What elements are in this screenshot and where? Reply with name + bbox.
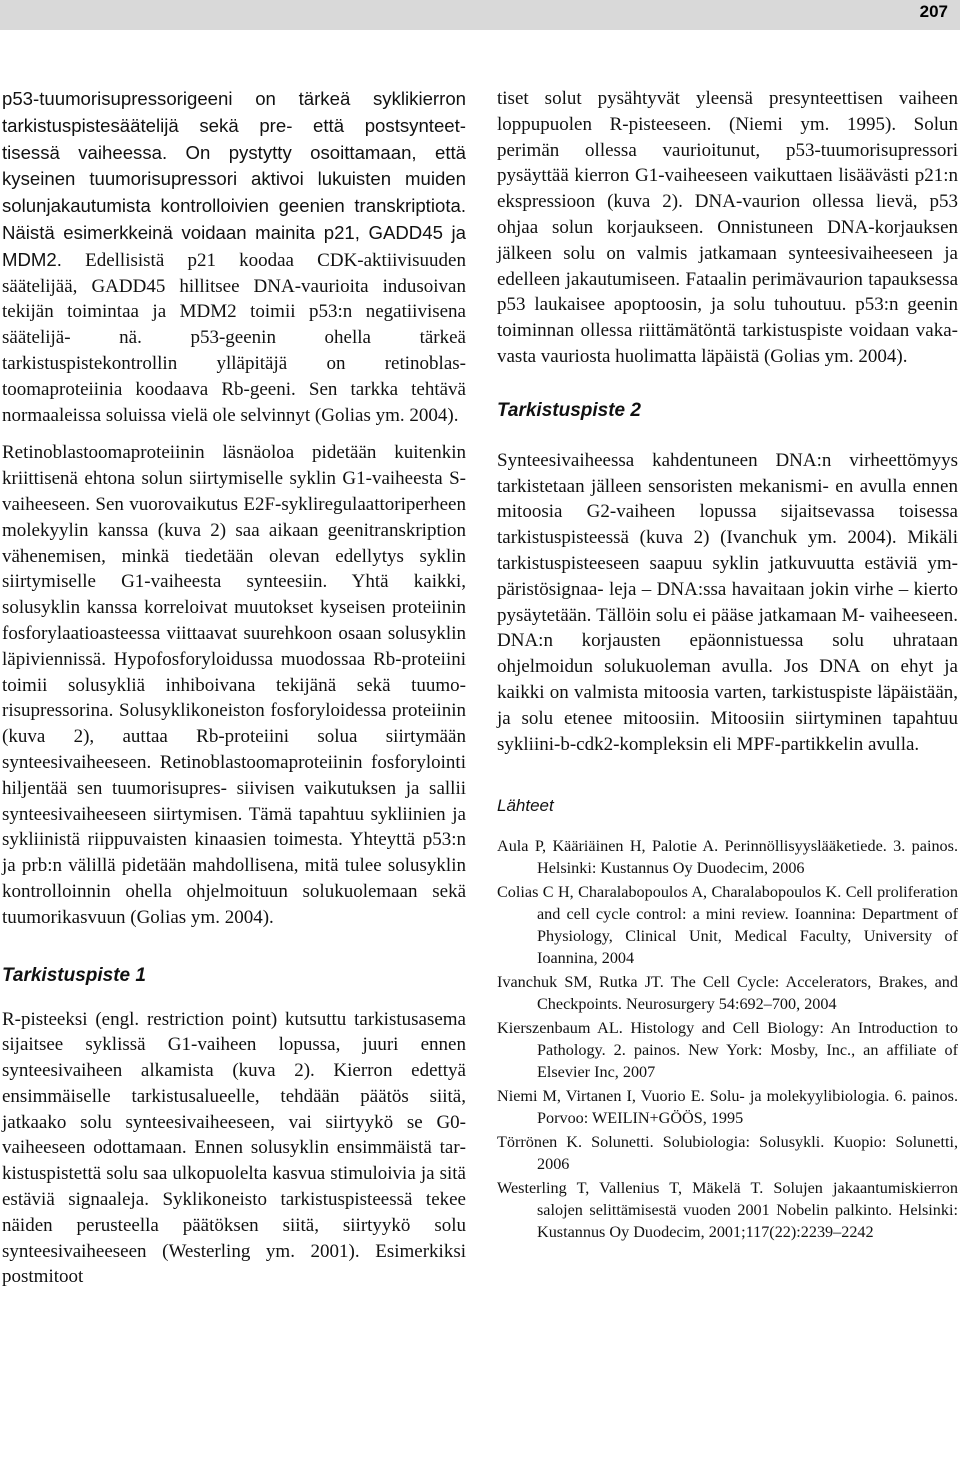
references-heading: Lähteet [497, 796, 554, 816]
paragraph-synthesis: Synteesivaiheessa kahdentuneen DNA:n virheettömyys tarkistetaan jälleen sensoristen mekanismi- en avulla ennen mitoosia G2-vaiheen lopussa sijaitsevassa toisessa tarkistuspisteessä (kuva 2) (Ivanchuk ym. 2004). Mikäli tarkistuspisteeseen saapuu syklin jatkuvuutta estäviä ympäristösignaa- leja – DNA:ssa havaitaan jokin virhe – kierto pysäytetään. Tällöin solu ei pääse jatkamaan M- vaiheeseen. DNA:n korjausten epäonnistuessa solu uhrataan ohjelmoidun solukuoleman avulla. Jos DNA on ehyt ja kaikki on valmista mitoosia varten, tarkistuspiste läpäistään, ja solu etenee mitoosiin. Mitoosiin siirtyminen tapahtuu sykliini-b-cdk2-kompleksin eli MPF-partikkelin avulla. [497, 449, 958, 755]
heading-checkpoint-1: Tarkistuspiste 1 [2, 964, 146, 986]
reference-item: Westerling T, Vallenius T, Mäkelä T. Solujen jakaantumiskierron salojen selittämisestä vuoden 2001 Nobelin palkinto. Helsinki: Kustannus Oy Duodecim, 2001;117(22):2239–2242 [497, 1179, 958, 1242]
paragraph-retinoblastoma: Retinoblastoomaproteiinin läsnäoloa pidetään kuitenkin kriittisenä ehtona solun siirtymiselle syklin G1-vaiheesta S-vaiheeseen. Sen vuorovaikutus E2F-sykliregulaattoriperheen molekyylin kanssa (kuva 2) saa aikaan geenitranskription vähenemisen, minkä tiedetään olevan edellytys syklin siirtymiselle G1-vaiheesta synteesiin. Yhtä kaikki, solusyklin kanssa korreloivat muutokset kyseisen proteiinin fosforylaatioasteessa viittaavat suurehkoon osaan solusyklin läpiviennissä. Hypofosforyloidussa muodossaa Rb-proteiini toimii solusykliä inhiboivana tekijänä sekä tuumo- risupressorina. Solusyklikoneiston fosforyloidessa proteiinin (kuva 2), auttaa Rb-proteiini solua siirtymään synteesivaiheeseen. Retinoblastoomaproteiinin fosforylointi hiljentää sen tuumorisupres- siivisen vaikutuksen ja sallii synteesivaiheeseen siirtymisen. Tämä tapahtuu sykliinien ja sykliinistä riippuvaisten kinaasien toimesta. Yhteyttä p53:n ja prb:n välillä pidetään mahdollisena, mitä tulee solusyklin kontrolloinnin ohella ohjelmoituun solukuolemaan sekä tuumorikasvuun (Golias ym. 2004). [2, 442, 466, 928]
page-header-bar [0, 0, 960, 30]
paragraph-r-point: R-pisteeksi (engl. restriction point) kutsuttu tarkistusasema sijaitsee syklissä G1-vaiheen lopussa, juuri ennen synteesivaiheen alkamista (kuva 2). Kierron edettyä ensimmäiselle tarkistusalueelle, tehdään päätös siitä, jatkaako solu synteesivaiheeseen, vai siirtyykö se G0-vaiheeseen odottamaan. Ennen solusyklin ensimmäistä tarkistuspistettä solu saa ulkopuolelta kasvua stimuloivia ja sitä estäviä signaaleja. Syklikoneisto tarkistuspisteessä tekee näiden perusteella päätöksen siitä, siirtyykö solu synteesivaiheeseen (Westerling ym. 2001). Esimerkiksi postmitoot [2, 1008, 466, 1288]
paragraph-p53-serif: Edellisistä p21 koodaa CDK-aktiivisuuden säätelijää, GADD45 hillitsee DNA-vaurioita indusoivan tekijän toimintaa ja MDM2 toimii p53:n negatiivisena säätelijä- nä. p53-geenin ohella tärkeä tarkistuspistekontrollin ylläpitäjä on retinoblastoomaproteiinia koodaava Rb-geeni. Sen tarkka tehtävä normaaleissa soluissa vielä ole selvinnyt (Golias ym. 2004). [2, 249, 466, 426]
paragraph-p53-sans: p53-tuumorisupressorigeeni on tärkeä syklikierron tarkistuspistesäätelijä sekä pre- että postsynteet- tisessä vaiheessa. On pystytty osoittamaan, että kyseinen tuumorisupressori aktivoi lukuisten muiden solunjakautumista kontrolloivien geenien transkriptiota. Näistä esimerkkeinä voidaan mainita p21, GADD45 ja MDM2. [2, 88, 466, 270]
heading-checkpoint-2: Tarkistuspiste 2 [497, 399, 641, 421]
reference-item: Kierszenbaum AL. Histology and Cell Biology: An Introduction to Pathology. 2. painos. New York: Mosby, Inc., an affiliate of Elsevier Inc, 2007 [497, 1019, 958, 1082]
reference-item: Colias C H, Charalabopoulos A, Charalabopoulos K. Cell proliferation and cell cycle control: a mini review. Ioannina: Department of Physiology, Clinical Unit, Medical Faculty, University of Ioannina, 2004 [497, 883, 958, 968]
right-column [497, 86, 958, 1245]
left-column [2, 86, 466, 1290]
reference-list [497, 835, 958, 1243]
reference-item: Niemi M, Virtanen I, Vuorio E. Solu- ja molekyylibiologia. 6. painos. Porvoo: WEILIN+GÖÖS, 1995 [497, 1087, 958, 1128]
paragraph-p53 [2, 86, 466, 428]
reference-item: Törrönen K. Solunetti. Solubiologia: Solusykli. Kuopio: Solunetti, 2006 [497, 1133, 958, 1174]
reference-item: Aula P, Kääriäinen H, Palotie A. Perinnöllisyyslääketiede. 3. painos. Helsinki: Kustannus Oy Duodecim, 2006 [497, 837, 958, 878]
reference-item: Ivanchuk SM, Rutka JT. The Cell Cycle: Accelerators, Brakes, and Checkpoints. Neurosurgery 54:692–700, 2004 [497, 973, 958, 1014]
paragraph-postmitotic: tiset solut pysähtyvät yleensä presynteettisen vaiheen loppupuolen R-pisteeseen. (Niemi ym. 1995). Solun perimän ollessa vaurioitunut, p53-tuumorisupressori pysäyttää kierron G1-vaiheeseen vaikuttaen lisäävästi p21:n ekspressioon (kuva 2). DNA-vaurion ollessa lievä, p53 ohjaa solun korjaukseen. Onnistuneen DNA-korjauksen jälkeen solu on valmis jatkamaan synteesivaiheeseen ja edelleen jakautumiseen. Fataalin perimävaurion tapauksessa p53 laukaisee apoptoosin, ja solu tuhoutuu. p53:n geenin toiminnan ollessa riittämätöntä tarkistuspiste voidaan vakavasta vauriosta huolimatta läpäistä (Golias ym. 2004). [497, 88, 958, 367]
page-number: 207 [919, 2, 948, 21]
